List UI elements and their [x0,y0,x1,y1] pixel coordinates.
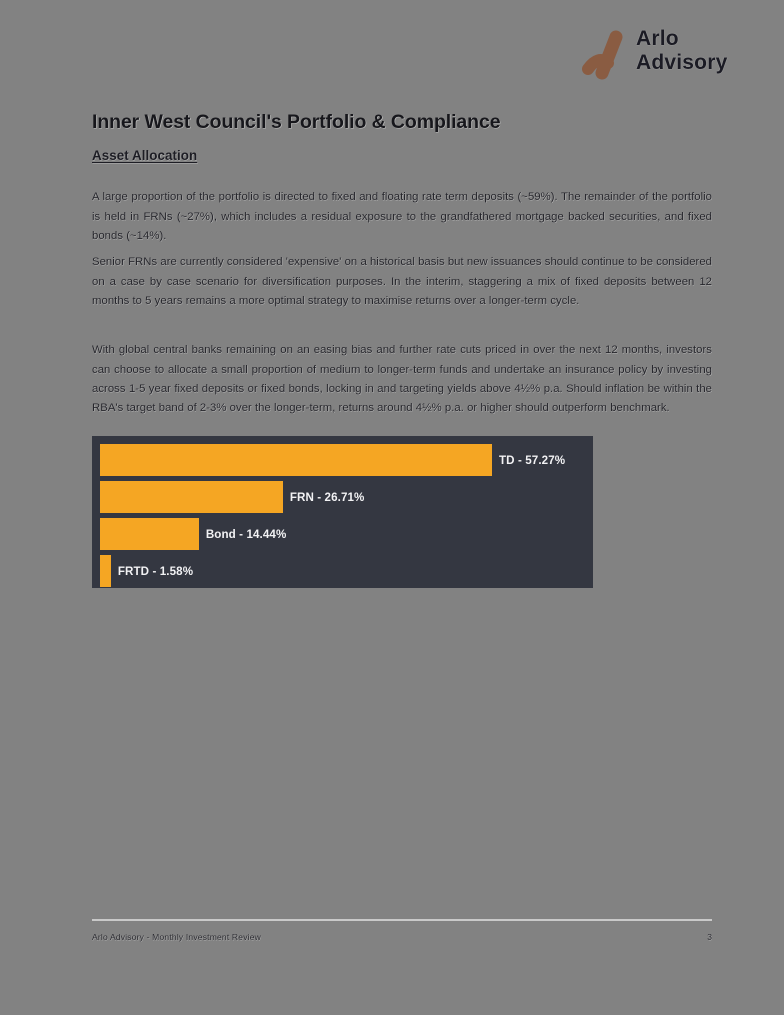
chart-bar-row [100,555,583,587]
arlo-a-mark-icon [578,29,630,81]
chart-bar-label: FRN - 26.71% [289,490,365,504]
section-heading-asset-allocation: Asset Allocation [92,148,198,163]
paragraph-1: A large proportion of the portfolio is directed to fixed and floating rate term deposits (~59%). The remainder of the portfolio is held in FRNs (~27%), which includes a residual exposure to the grandfathered mortgage backed securities, and fixed bonds (~14%). [92,191,712,242]
footer-page-number: 3 [707,932,712,942]
chart-bar [100,444,492,476]
chart-bar [100,518,199,550]
brand-name [636,27,727,75]
footer-divider [92,919,712,921]
chart-bar-label: FRTD - 1.58% [117,564,194,578]
chart-bar [100,481,283,513]
chart-bar-row [100,518,583,550]
brand-logo [578,26,728,84]
page-title: Inner West Council's Portfolio & Compliance [92,111,501,133]
chart-bar-label: Bond - 14.44% [205,527,287,541]
footer-text: Arlo Advisory - Monthly Investment Review [92,932,262,942]
chart-bar-label: TD - 57.27% [499,453,566,467]
paragraph-2: Senior FRNs are currently considered 'expensive' on a historical basis but new issuances should continue to be considered on a case by case scenario for diversification purposes. In the interim, staggering a mix of fixed deposits between 12 months to 5 years remains a more optimal strategy to maximise returns over a longer-term cycle. [92,256,712,307]
chart-bar-row [100,444,583,476]
brand-name-line1: Arlo [636,27,679,50]
asset-allocation-bar-chart [92,436,593,588]
brand-name-line2: Advisory [636,51,728,74]
chart-bar [100,555,111,587]
paragraph-3: With global central banks remaining on an easing bias and further rate cuts priced in over the next 12 months, investors can choose to allocate a small proportion of medium to longer-term funds and undertake an insurance policy by investing across 1-5 year fixed deposits or fixed bonds, locking in and targeting yields above 4½% p.a. Should inflation be within the RBA's target band of 2-3% over the longer-term, returns around 4½% p.a. or higher should outperform benchmark. [92,344,712,414]
chart-bar-row [100,481,583,513]
